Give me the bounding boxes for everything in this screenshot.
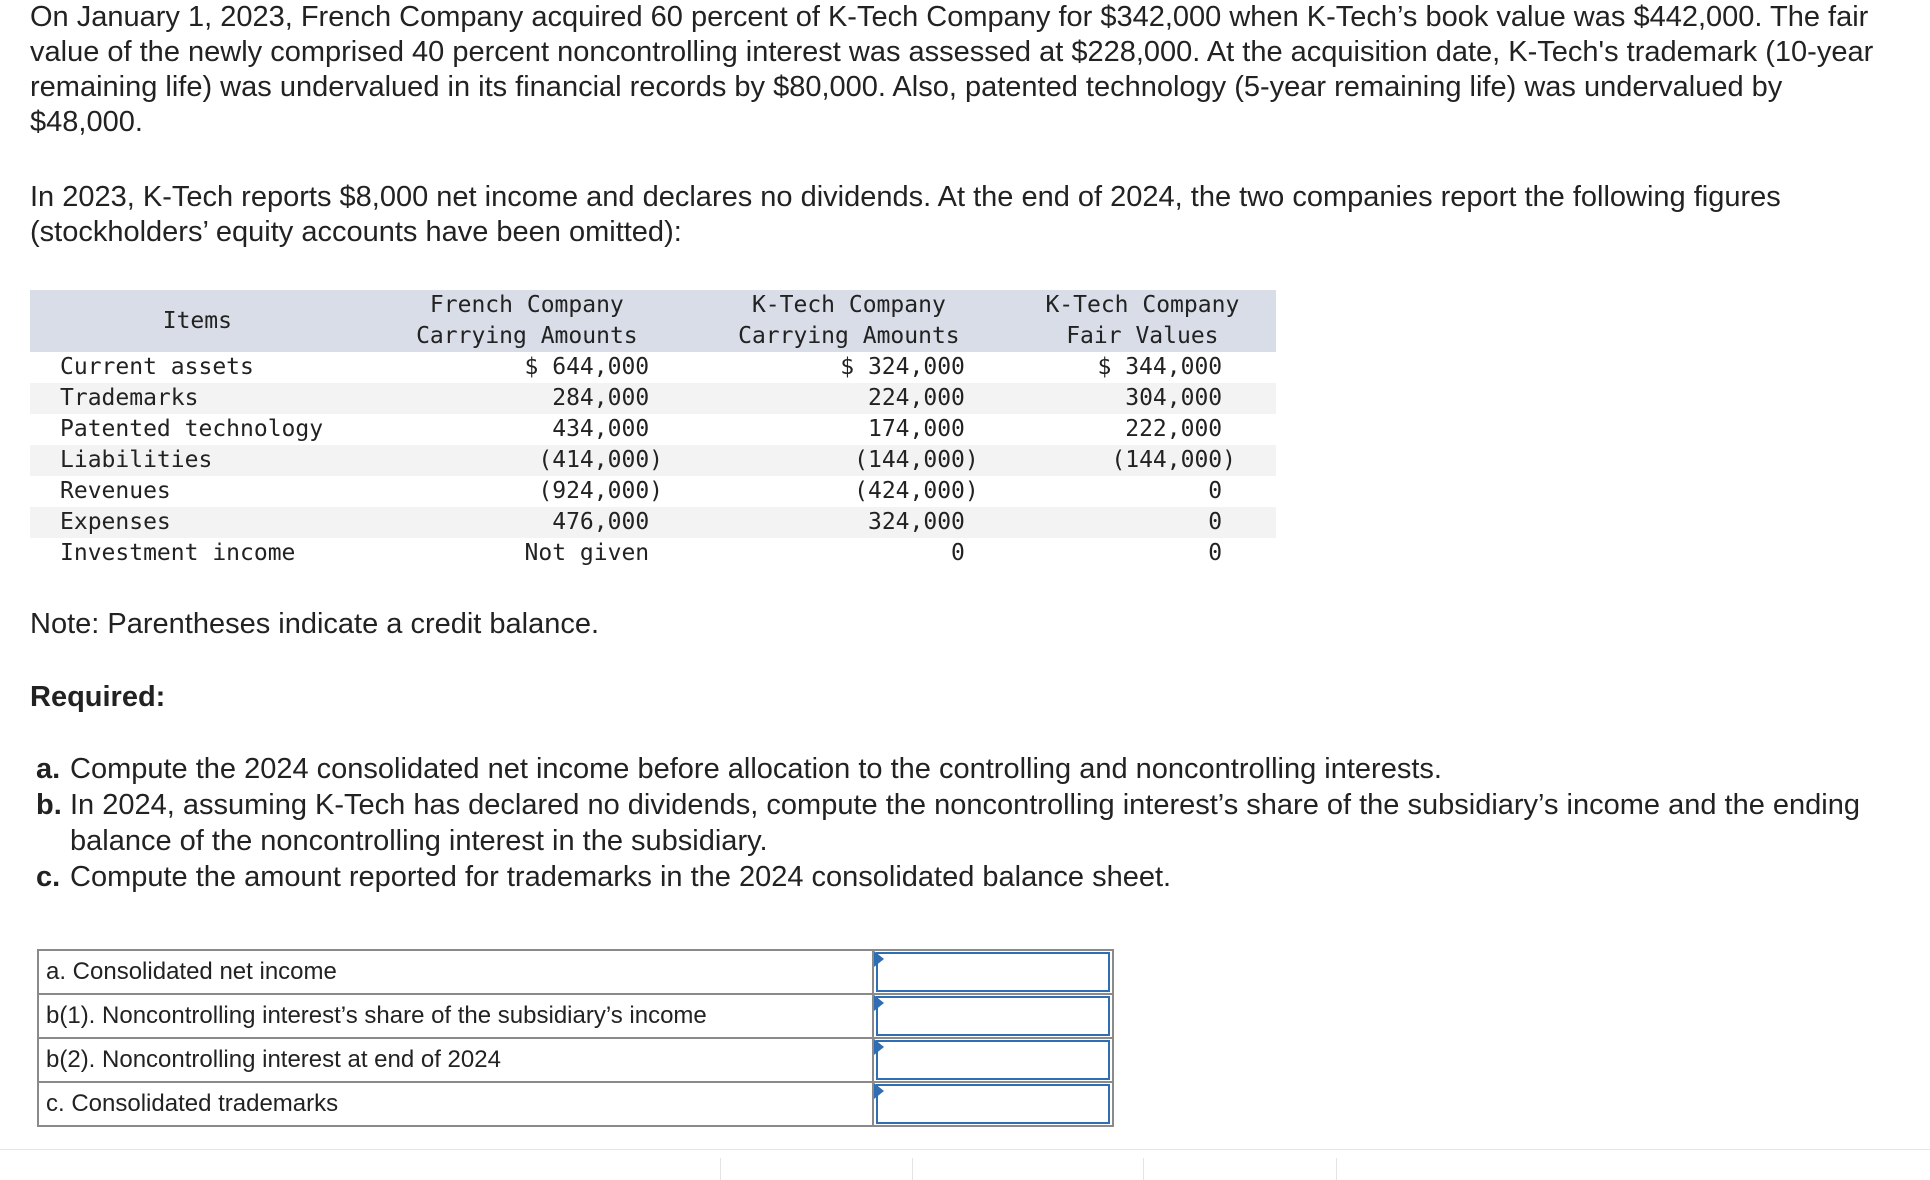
row-item-label: Trademarks: [30, 383, 365, 414]
input-flag-icon: [874, 951, 884, 967]
row-ktech-carrying-value: 174,000: [867, 416, 979, 442]
required-heading: Required:: [30, 681, 166, 713]
row-ktech-fair-value: 0: [1208, 478, 1236, 504]
answer-cell: [873, 950, 1113, 994]
answer-label: a. Consolidated net income: [38, 950, 873, 994]
row-french-value: (924,000): [538, 478, 664, 504]
required-item-a: a. Compute the 2024 consolidated net income before allocation to the controlling and noncontrolling interests.: [36, 753, 1442, 785]
row-french-value: 284,000: [365, 383, 689, 414]
intro-paragraph-2: In 2023, K-Tech reports $8,000 net income and declares no dividends. At the end of 2024, the two companies report the following figures (stockholders’ equity accounts have been omitted):: [30, 181, 1781, 248]
row-ktech-carrying-value: (144,000): [689, 445, 1009, 476]
row-ktech-fair-value: 0: [1009, 507, 1276, 538]
answer-table: [37, 949, 1114, 1127]
row-ktech-carrying-value: 224,000: [689, 383, 1009, 414]
input-flag-icon: [874, 1083, 884, 1099]
table-header-row: [30, 290, 1276, 352]
table-row: [30, 414, 1276, 445]
table-row: [30, 476, 1276, 507]
row-ktech-fair-value: (144,000): [1009, 445, 1276, 476]
row-french-value: (414,000): [365, 445, 689, 476]
row-ktech-carrying-value: $ 324,000: [840, 354, 979, 380]
row-ktech-carrying-value: (424,000): [854, 478, 979, 504]
table-row: [30, 507, 1276, 538]
row-french-value: 476,000: [365, 507, 689, 538]
consolidated-net-income-input[interactable]: [876, 952, 1110, 992]
input-flag-icon: [874, 995, 884, 1011]
divider-tick: [912, 1158, 913, 1180]
credit-balance-note: Note: Parentheses indicate a credit balance.: [30, 608, 600, 640]
divider-tick: [720, 1158, 721, 1180]
answer-cell: [873, 1082, 1113, 1126]
header-ktech-carrying: K-Tech Company Carrying Amounts: [689, 290, 1009, 352]
row-ktech-fair-value: $ 344,000: [1097, 354, 1236, 380]
nci-end-balance-input[interactable]: [876, 1040, 1110, 1080]
answer-label: b(1). Noncontrolling interest’s share of the subsidiary’s income: [38, 994, 873, 1038]
row-ktech-carrying-value: 0: [951, 540, 979, 566]
answer-row: [38, 1038, 1113, 1082]
table-row: [30, 538, 1276, 569]
header-items: Items: [30, 290, 365, 352]
row-item-label: Liabilities: [30, 445, 365, 476]
row-french-value: 434,000: [552, 416, 664, 442]
divider-tick: [1143, 1158, 1144, 1180]
header-ktech-fair: K-Tech Company Fair Values: [1009, 290, 1276, 352]
required-item-b: b. In 2024, assuming K-Tech has declared no dividends, compute the noncontrolling interest’s share of the subsidiary’s income and the ending balance of the noncontrolling interest in the subsidiary.: [36, 789, 1860, 857]
header-french-carrying: French Company Carrying Amounts: [365, 290, 689, 352]
answer-label: b(2). Noncontrolling interest at end of 2024: [38, 1038, 873, 1082]
input-flag-icon: [874, 1039, 884, 1055]
answer-label: c. Consolidated trademarks: [38, 1082, 873, 1126]
row-french-value: Not given: [524, 540, 664, 566]
row-item-label: Expenses: [30, 507, 365, 538]
financial-figures-table: [30, 290, 1276, 569]
answer-cell: [873, 994, 1113, 1038]
row-item-label: Patented technology: [60, 416, 324, 442]
answer-cell: [873, 1038, 1113, 1082]
row-ktech-fair-value: 0: [1208, 540, 1236, 566]
intro-paragraph-1: On January 1, 2023, French Company acquired 60 percent of K-Tech Company for $342,000 when K-Tech’s book value was $442,000. The fair value of the newly comprised 40 percent noncontrolling interest was assessed at $228,000. At the acquisition date, K-Tech's trademark (10-year remaining life) was undervalued in its financial records by $80,000. Also, patented technology (5-year remaining life) was undervalued by $48,000.: [30, 1, 1874, 138]
problem-content: [30, 0, 1890, 1127]
table-row: [30, 445, 1276, 476]
bottom-divider: [0, 1149, 1930, 1150]
row-french-value: $ 644,000: [524, 354, 664, 380]
row-ktech-fair-value: 222,000: [1125, 416, 1236, 442]
table-row: [30, 383, 1276, 414]
answer-row: [38, 1082, 1113, 1126]
divider-tick: [1336, 1158, 1337, 1180]
consolidated-trademarks-input[interactable]: [876, 1084, 1110, 1124]
row-ktech-carrying-value: 324,000: [689, 507, 1009, 538]
answer-row: [38, 950, 1113, 994]
row-item-label: Investment income: [60, 540, 296, 566]
answer-row: [38, 994, 1113, 1038]
required-item-c: c. Compute the amount reported for trademarks in the 2024 consolidated balance sheet.: [36, 861, 1172, 893]
row-ktech-fair-value: 304,000: [1009, 383, 1276, 414]
row-item-label: Current assets: [60, 354, 254, 380]
required-list: [30, 751, 1890, 895]
nci-share-income-input[interactable]: [876, 996, 1110, 1036]
table-row: [30, 352, 1276, 383]
row-item-label: Revenues: [60, 478, 171, 504]
